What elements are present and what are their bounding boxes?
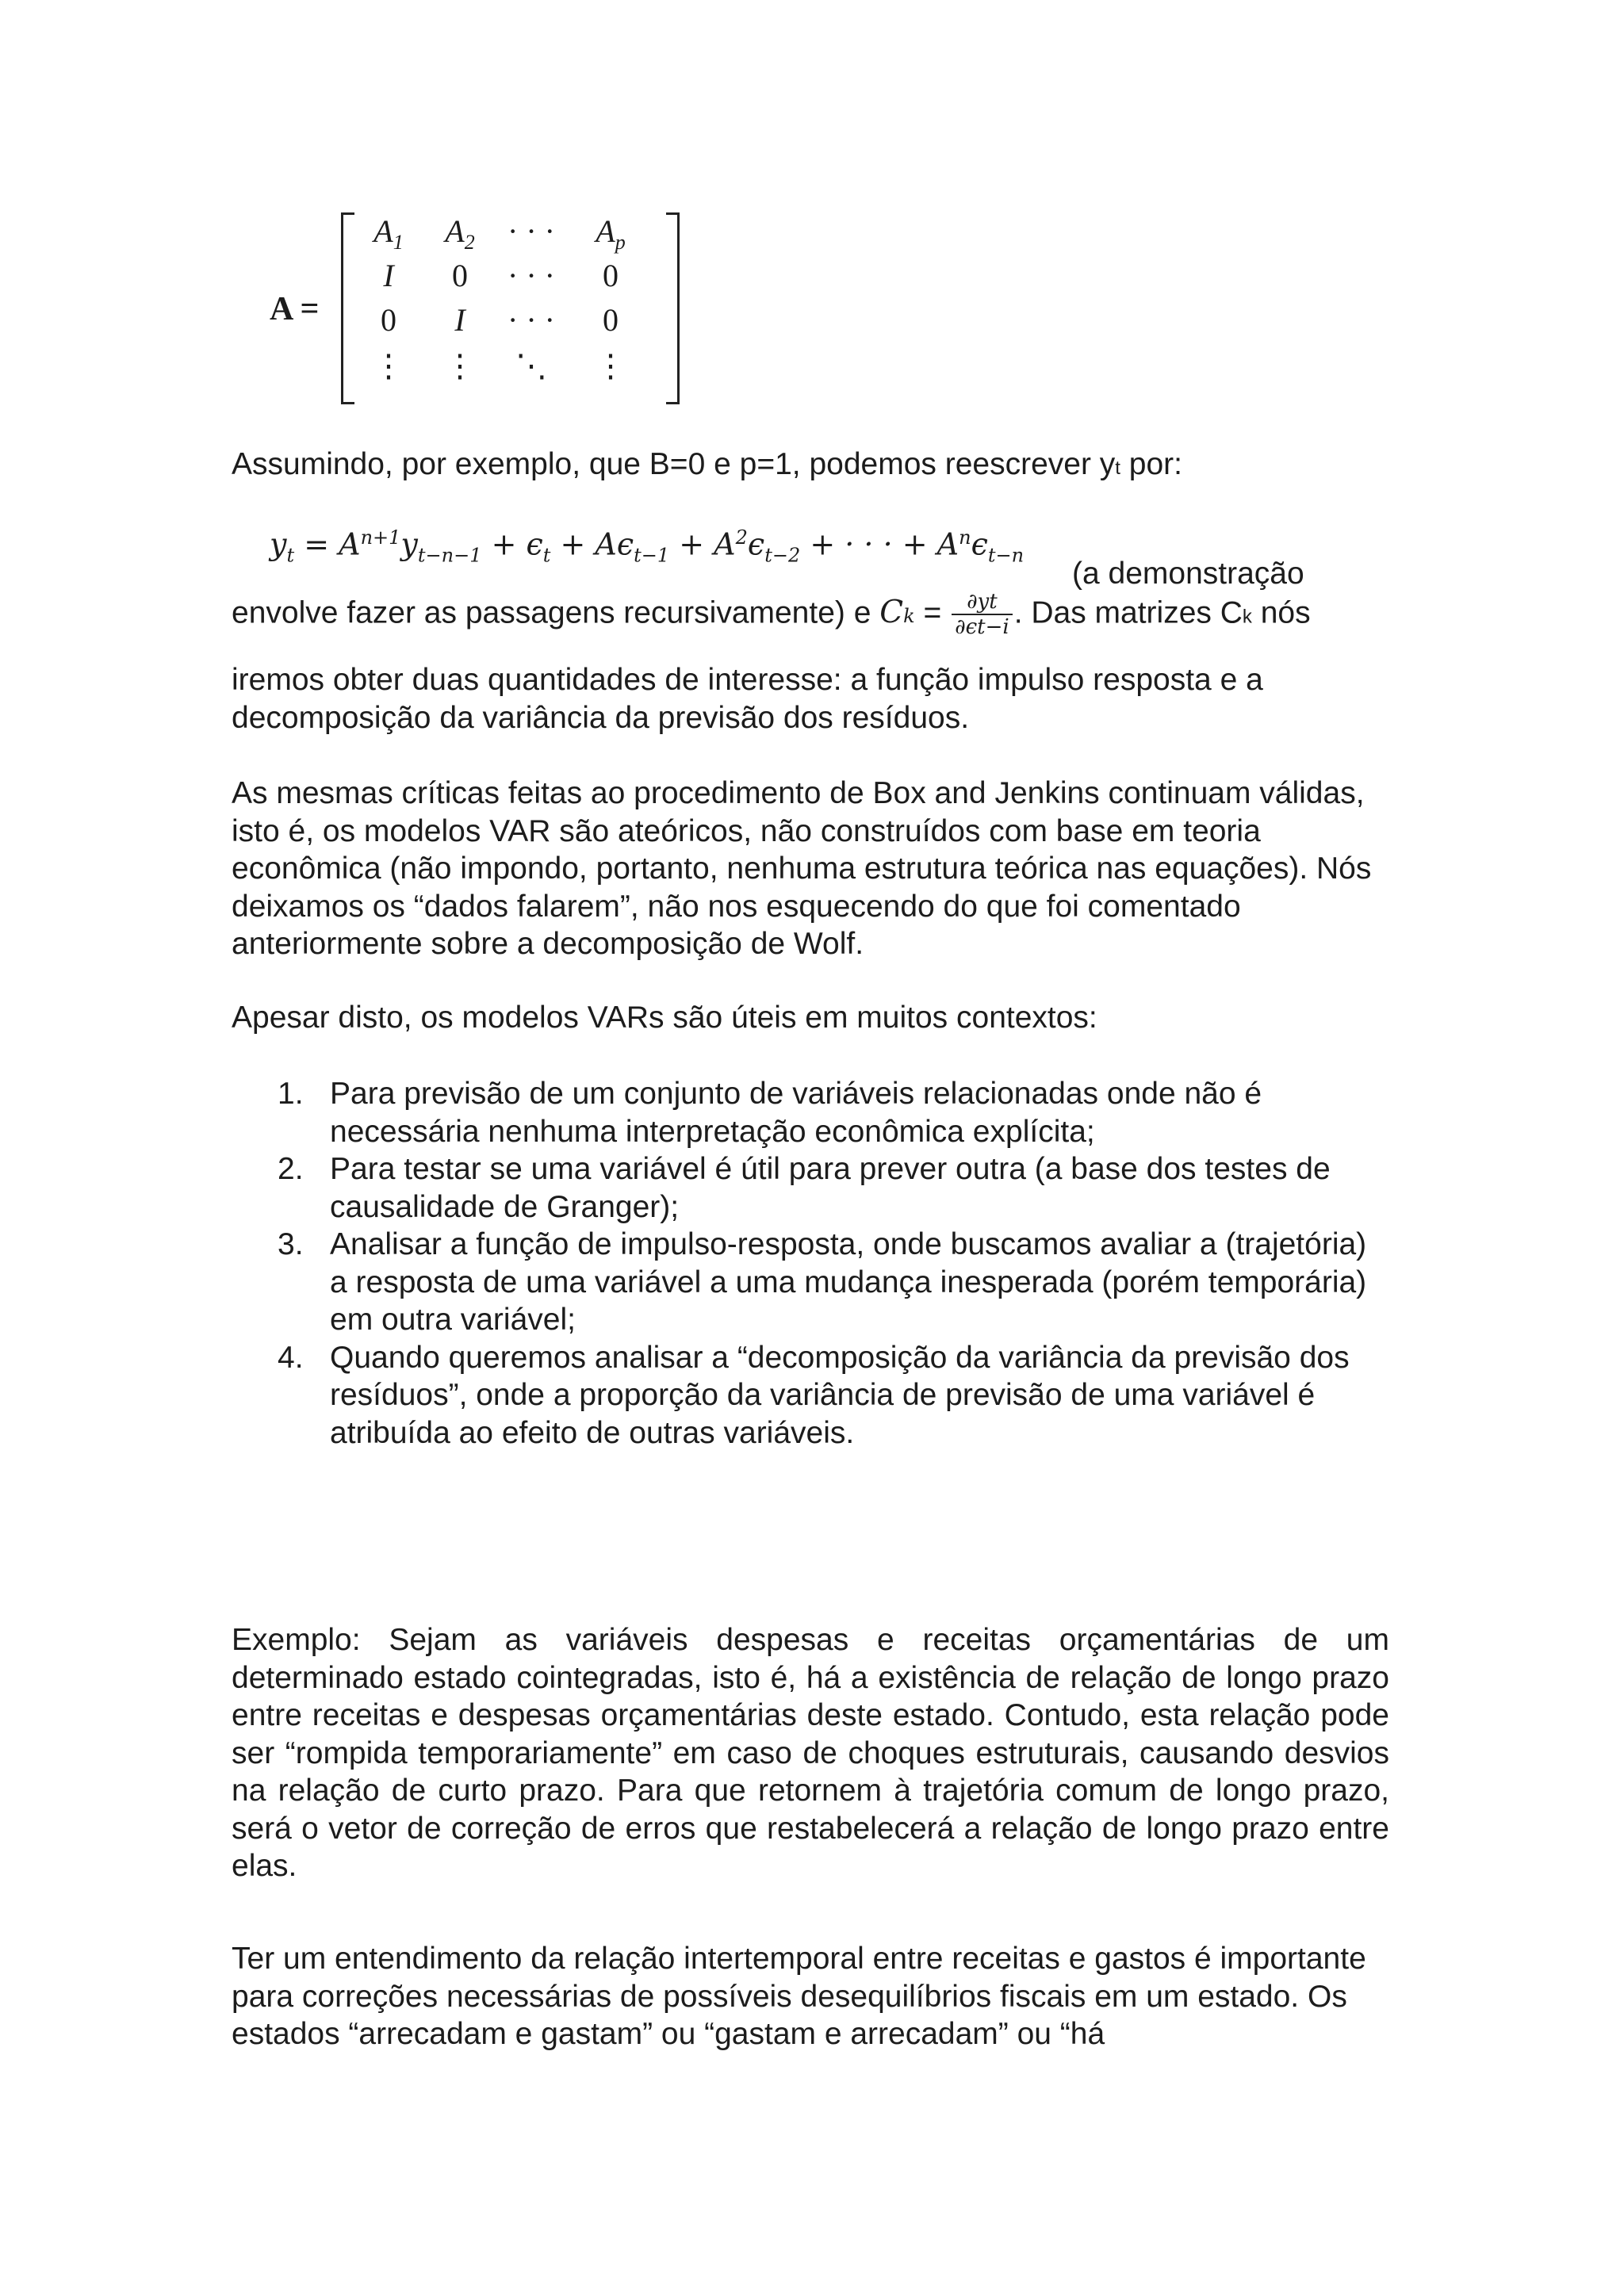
paragraph-criticas: As mesmas críticas feitas ao procedimento de Box and Jenkins continuam válidas, isto é, os modelos VAR são ateóricos, não construídos com base em teoria econômica (não impondo, portanto, nenhuma estrutura teórica nas equações). Nós deixamos os “dados falarem”, não nos esquecendo do que foi comentado anteriormente sobre a decomposição de Wolf. (232, 776, 1372, 961)
matrix-cell: 0 (603, 258, 619, 293)
partial-fraction (952, 590, 1013, 639)
list-item-text: Para testar se uma variável é útil para prever outra (a base dos testes de causalidade de Granger); (330, 1152, 1331, 1224)
matrix-cell: · · · (508, 258, 555, 293)
list-number: 3. (278, 1227, 304, 1261)
matrix-cell: · · · (508, 213, 555, 249)
matrix-cell: ⋱ (515, 348, 547, 384)
list-number: 1. (278, 1077, 304, 1111)
list-item-text: Para previsão de um conjunto de variáveis relacionadas onde não é necessária nenhuma interpretação econômica explícita; (330, 1077, 1262, 1149)
list-item (278, 1075, 1388, 1150)
matrix-cell: ⋮ (595, 348, 626, 384)
matrix-cell: ⋮ (444, 348, 476, 384)
assumindo-tail: por: (1120, 447, 1182, 481)
list-item (278, 1339, 1388, 1452)
matrix-cell: ⋮ (373, 348, 404, 384)
matrix-left-bracket (341, 212, 354, 404)
matrix-cell: 0 (381, 302, 396, 338)
list-number: 4. (278, 1340, 304, 1375)
matrix-a (270, 212, 682, 403)
matrix-cell: $A_1$ (373, 213, 404, 254)
paragraph-assumindo (232, 446, 1389, 488)
matrix-cell: 0 (603, 302, 619, 338)
matrix-right-bracket (666, 212, 680, 404)
ck-subscript: k (1242, 606, 1252, 628)
fraction-numerator: ∂yt (952, 590, 1013, 615)
list-number: 2. (278, 1152, 304, 1186)
list-item-text: Quando queremos analisar a “decomposição da variância da previsão dos resíduos”, onde a proporção da variância de previsão de uma variável é atribuída ao efeito de outras variáveis. (330, 1340, 1350, 1450)
matrix-cell: I (383, 258, 394, 293)
list-item (278, 1150, 1388, 1226)
assumindo-text: Assumindo, por exemplo, que B=0 e p=1, podemos reescrever y (232, 447, 1116, 481)
numbered-list (278, 1075, 1388, 1452)
paragraph-quantidades: iremos obter duas quantidades de interesse: a função impulso resposta e a decomposição da variância da previsão dos resíduos. (232, 663, 1263, 735)
list-item (278, 1226, 1388, 1339)
demonstracao-line2-text: envolve fazer as passagens recursivamente) e (232, 595, 871, 630)
paragraph-apesar: Apesar disto, os modelos VARs são úteis em muitos contextos: (232, 1001, 1097, 1035)
matrix-cell: · · · (508, 302, 555, 338)
matrix-cell: I (454, 302, 465, 338)
equals-sign: = (914, 595, 942, 630)
fraction-denominator: ∂ϵt−i (955, 615, 1009, 639)
matrix-cell: $A_p$ (596, 213, 626, 254)
equation-yt: $y_t = A^{n+1}y_{t-n-1} + \epsilon_t + A\epsilon_{t-1} + A^2\epsilon_{t-2}$ + · · · + $A^n\epsilon_{t-n}$ (270, 526, 1025, 567)
ck-symbol: Ck (879, 595, 915, 631)
das-matrizes-text: . Das matrizes C (1013, 595, 1243, 630)
nos-text: nós (1251, 595, 1311, 630)
demonstracao-line2 (232, 590, 1389, 639)
list-item-text: Analisar a função de impulso-resposta, onde buscamos avaliar a (trajetória) a resposta de uma variável a uma mudança inesperada (porém temporária) em outra variável; (330, 1227, 1367, 1337)
demonstracao-line1: (a demonstração (1072, 557, 1304, 591)
matrix-cell: $A_2$ (445, 213, 475, 254)
paragraph-exemplo: Exemplo: Sejam as variáveis despesas e receitas orçamentárias de um determinado estado cointegradas, isto é, há a existência de relação de longo prazo entre receitas e despesas orçamentárias deste estado. Contudo, esta relação pode ser “rompida temporariamente” em caso de choques estruturais, causando desvios na relação de curto prazo. Para que retornem à trajetória comum de longo prazo, será o vetor de correção de erros que restabelecerá a relação de longo prazo entre elas. (232, 1623, 1389, 1883)
subscript-t: t (1115, 457, 1120, 479)
paragraph-entendimento: Ter um entendimento da relação intertemporal entre receitas e gastos é importante para correções necessárias de possíveis desequilíbrios fiscais em um estado. Os estados “arrecadam e gastam” ou “gastam e arrecadam” ou “há (232, 1942, 1366, 2051)
matrix-label: A = (270, 291, 320, 327)
matrix-cell: 0 (452, 258, 468, 293)
